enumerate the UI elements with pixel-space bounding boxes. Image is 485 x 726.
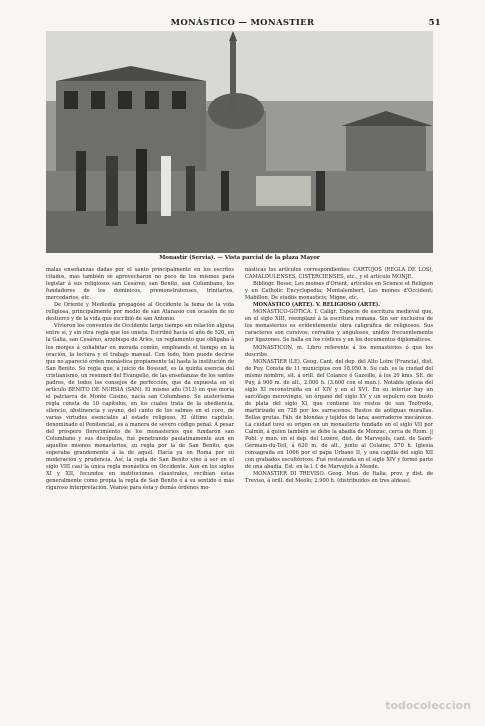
paragraph: Bibliogr. Besse, Les moines d'Orient, artículos en Science et Religion y en Catholic Encyclopedia; Montalembert, Les moines d'Occident; Mabillon, De studiis monasticis; Migne, etc. xyxy=(245,281,433,302)
paragraph: násticas los artículos correspondientes: CARTUJOS (REGLA DE LOS), CAMALDULENSES, CISTERCIENSES, etc., y el artículo MONJE. xyxy=(245,267,433,281)
paragraph: malas enseñanzas dadas por el santo principalmente en los escritos citados, mas también se aprovecharon no poco de los mismos para legislar á sus religiosos san Cesáreo, san Benito, san Columbano, los fundadores de los dominicos, premonstratenses, trinitarios, mercedarios, etc. xyxy=(46,267,234,302)
paragraph: Vivieron los conventos de Occidente largo tiempo sin relación alguna entre sí, y sin otra regla que los unieta. Escribió hacia el año de 520, en la Galia, san Cesáreo, arzobispo de Arles, un reglamento que obligaba á los monjes á cohabitar en morada común, empleando el tiempo en la oración, la lectura y el trabajo manual. Con todo, bien puede decirse que no apareció orden monástica propiamente tal hasta la institución de San Benito. Su regla que, á juicio de Bossuet, es la quinta esencia del cristianismo, un resumen del Evangelio, de las enseñanzas de los santos padres, de todos los consejos de perfección, que da expuesta en el artículo BENITO DE NURSIA (SAN). El mismo año (513) en que moría el patriarca de Monte Casino, nacía san Columbano. Su austerísima regla consta de 10 capítulos, en los cuales trata de la obediencia, silencio, abstinencia y ayuno, del canto de los salmos en el coro, de varias virtudes esenciales al estado religioso. El último capítulo, denominado el Penitencial, es á manera de severo código penal. Á pesar del próspero florecimiento de los monasterios que fundaron san Columbano y sus discípulos, fué penetrando paulatinamente aun en aquellos mismos monasterios, su regla por la de San Benito, que superaba grandemente á la de aquél. Hacía ya en Roma por su moderación y prudencia. Así, la regla de San Benito vino á ser en el siglo VIII casi la única regla monástica en Occidente. Aun en los siglos XI y XII, fecundos en instituciones claustrales, recibían éstas generalmente como propia la regla de San Benito ó á su sentido ó más riguroso interpretación. Véanse para ésta y demás órdenes mo- xyxy=(46,323,234,492)
entry: MONÁSTICO-GÓTICA. f. Caligr. Especie de escritura medieval que, en el siglo XIII, reemplazó á la escritura romana. Sin ser exclusiva de los monasterios es evidentemente obra caligráfica de religiosos. Sus caracteres son cursivos, cerrados y angulosos, unidos frecuentemente por ligazones. Se halla en los códices y en los documentos diplomáticos. xyxy=(245,309,433,344)
figure-caption: Monastir (Servia). — Vista parcial de la plaza Mayor xyxy=(159,255,320,261)
left-column xyxy=(46,267,234,493)
right-column xyxy=(245,267,433,485)
figure-photo xyxy=(46,31,433,253)
watermark-logo: todocoleccion xyxy=(385,699,471,712)
running-title: MONÁSTICO — MONASTIER xyxy=(170,18,315,28)
town-square-photo xyxy=(46,31,433,253)
page-number: 51 xyxy=(428,18,441,28)
entry: MONASTIER DI TREVISO. Geog. Mun. de Italia, prov. y dist. de Treviso, á orill. del Meolo; 2.900 h. (distribuidos en tres aldeas). xyxy=(245,471,433,485)
paragraph: De Oriente y Mediodía propagóse al Occidente la fama de la vida religiosa, principalmente por medio de san Atanasio con ocasión de su destierro y de la vida que escribió de san Antonio. xyxy=(46,302,234,323)
entry: MONÁSTICO (ARTE). V. RELIGIOSO (ARTE). xyxy=(253,302,381,309)
entry: MONASTICON. m. Libro referente á los monasterios ó que los describe. xyxy=(245,344,433,358)
entry: MONASTIER (LE). Geog. Cant. del dep. del Alto Loire (Francia), dist. de Puy. Consta de 11 municipios con 18.050 h. Su cab. es la ciudad del mismo nombre, sit. á orill. del Colance ó Gazeille, á los 20 kms. SE. de Puy, á 900 m. de alt., 2.000 h. (3.600 con el mun.). Notable iglesia del siglo XI reconstruida en el XIV y en el XVI. En su interior hay un sarcófago merovingio, un órgano del siglo XV y un sepulcro con busto de plata del siglo XI, que contiene los restos de san Teofredo, martirizado en 728 por los sarracenos. Restos de antiguas murallas. Bellas grutas. Fáb. de blondas y tejidos de lana; aserraderos mecánicos. La ciudad tuvo su origen en un monasterio fundado en el siglo VII por Calmin, á quien también se debe la abadía de Monzac, cerca de Riom. || Pobl. y mun. en el dep. del Lozère, dist. de Marvejols, cant. de Saint-Germain-du-Teil, á 620 m. de alt., junto al Colaine; 570 h. Iglesia consagrada en 1066 por el papa Urbano II, y una capilla del siglo XII con grabados escultóricos. Fué restaurada en el siglo XIV y formó parte de una abadía. Est. en la l. f. de Marvejols á Mende. xyxy=(245,358,433,471)
page-header xyxy=(44,18,441,32)
